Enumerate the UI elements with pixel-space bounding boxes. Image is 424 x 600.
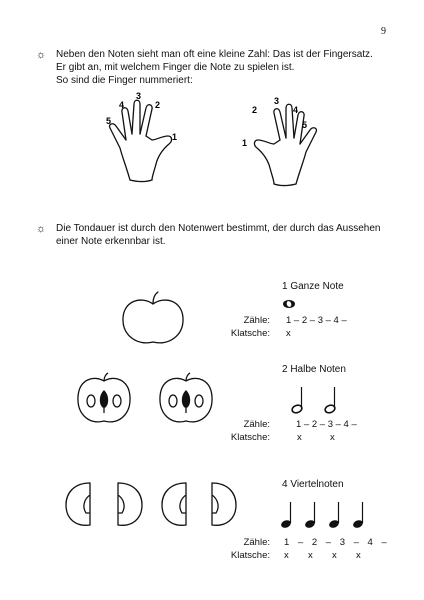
- finger-number: 5: [302, 120, 308, 130]
- quarter-note-icon: [280, 500, 294, 530]
- clap-mark: x: [297, 432, 302, 443]
- clap-mark: x: [284, 550, 289, 561]
- finger-number: 4: [119, 100, 125, 110]
- paragraph-line: Die Tondauer ist durch den Notenwert bestimmt, der durch das Aussehen: [56, 223, 381, 234]
- clap-mark: x: [286, 328, 291, 339]
- clap-label: Klatsche:: [230, 550, 270, 561]
- note-title: 2 Halbe Noten: [282, 364, 346, 375]
- finger-number: 3: [274, 96, 280, 106]
- finger-number: 1: [172, 132, 178, 142]
- count-sequence: 1 – 2 – 3 – 4 –: [296, 419, 357, 430]
- finger-number: 3: [136, 91, 142, 101]
- quarter-note-icon: [304, 500, 318, 530]
- note-title: 4 Viertelnoten: [282, 479, 344, 490]
- finger-number: 2: [155, 100, 161, 110]
- clap-mark: x: [308, 550, 313, 561]
- count-sequence: 1 – 2 – 3 – 4 –: [284, 537, 387, 548]
- quarter-note-icon: [328, 500, 342, 530]
- count-sequence: 1 – 2 – 3 – 4 –: [286, 315, 347, 326]
- finger-number: 2: [252, 105, 258, 115]
- sun-bullet-icon: ☼: [36, 49, 47, 61]
- finger-number: 5: [106, 116, 112, 126]
- count-label: Zähle:: [243, 315, 270, 326]
- clap-label: Klatsche:: [230, 328, 270, 339]
- paragraph-line: Neben den Noten sieht man oft eine kleine Zahl: Das ist der Fingersatz.: [56, 49, 373, 60]
- finger-number: 1: [242, 138, 248, 148]
- count-label: Zähle:: [243, 537, 270, 548]
- sun-bullet-icon: ☼: [36, 223, 47, 235]
- quarter-apple-illustration: [64, 479, 94, 529]
- half-apple-illustration: [76, 373, 132, 427]
- quarter-note-icon: [352, 500, 366, 530]
- quarter-apple-illustration: [114, 479, 144, 529]
- quarter-apple-illustration: [208, 479, 238, 529]
- right-hand-illustration: [236, 96, 326, 191]
- quarter-apple-illustration: [160, 479, 190, 529]
- whole-apple-illustration: [120, 290, 186, 348]
- page-number: 9: [381, 26, 386, 37]
- paragraph-line: Er gibt an, mit welchem Finger die Note zu spielen ist.: [56, 62, 295, 73]
- clap-mark: x: [332, 550, 337, 561]
- finger-number: 4: [293, 105, 299, 115]
- paragraph-line: So sind die Finger nummeriert:: [56, 75, 193, 86]
- left-hand-illustration: [100, 90, 190, 185]
- clap-mark: x: [356, 550, 361, 561]
- half-note-icon: [291, 385, 305, 415]
- clap-label: Klatsche:: [230, 432, 270, 443]
- half-note-icon: [324, 385, 338, 415]
- whole-note-icon: [282, 299, 296, 309]
- count-label: Zähle:: [243, 419, 270, 430]
- clap-mark: x: [330, 432, 335, 443]
- note-title: 1 Ganze Note: [282, 281, 344, 292]
- paragraph-line: einer Note erkennbar ist.: [56, 236, 166, 247]
